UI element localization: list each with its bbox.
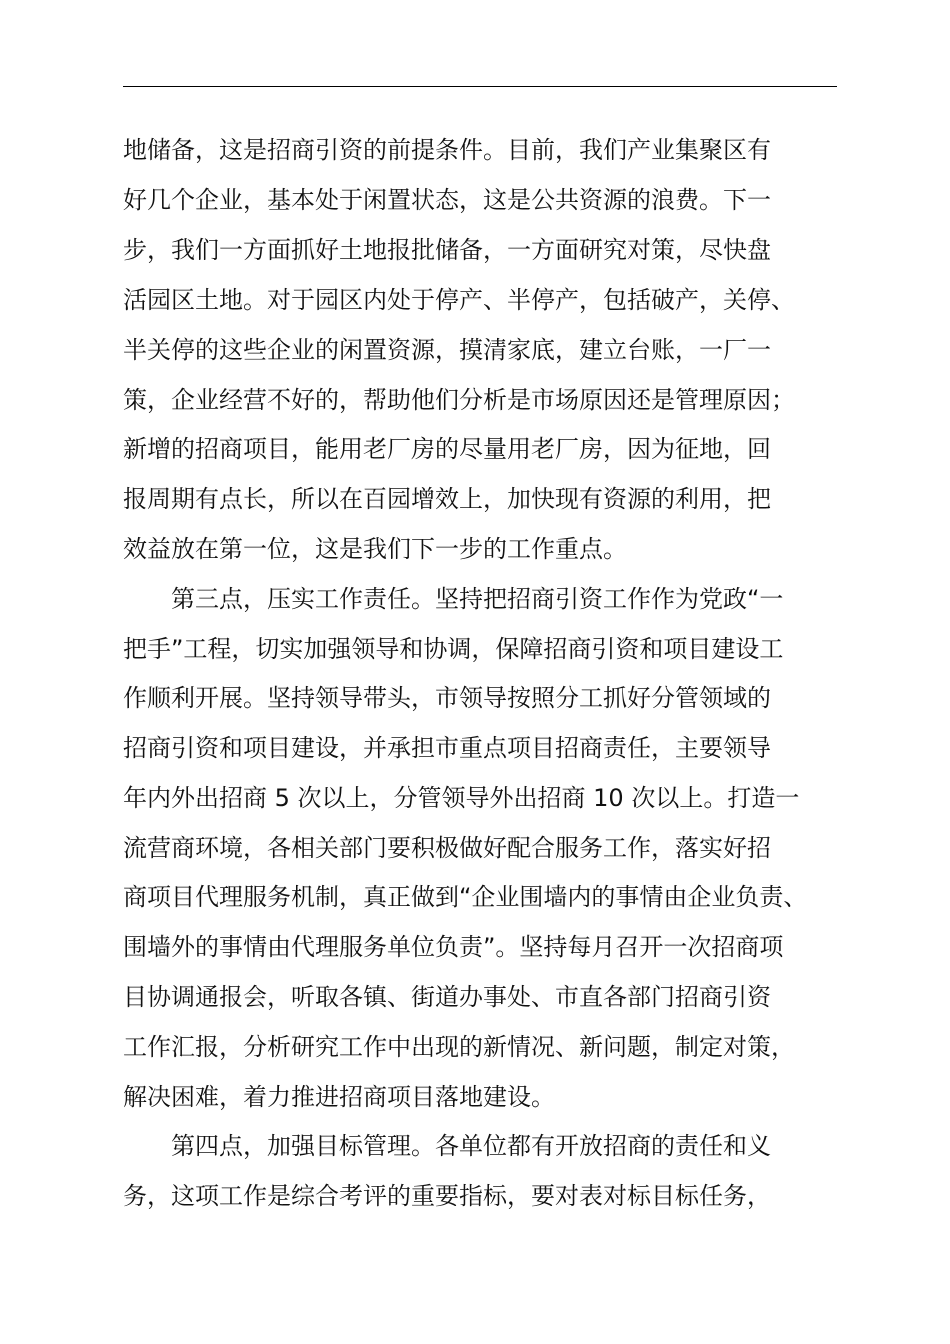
text-line: 活园区土地。对于园区内处于停产、半停产，包括破产，关停、	[123, 286, 795, 314]
text-line: 新增的招商项目，能用老厂房的尽量用老厂房，因为征地，回	[123, 435, 771, 463]
text-line: 流营商环境，各相关部门要积极做好配合服务工作，落实好招	[123, 834, 771, 862]
text-line: 好几个企业，基本处于闲置状态，这是公共资源的浪费。下一	[123, 186, 771, 214]
text-line: 年内外出招商 5 次以上，分管领导外出招商 10 次以上。打造一	[123, 784, 800, 812]
text-line: 商项目代理服务机制，真正做到“企业围墙内的事情由企业负责、	[123, 883, 808, 911]
text-line: 工作汇报，分析研究工作中出现的新情况、新问题，制定对策，	[123, 1033, 795, 1061]
text-line: 把手”工程，切实加强领导和协调，保障招商引资和项目建设工	[123, 635, 784, 663]
text-line: 步，我们一方面抓好土地报批储备，一方面研究对策，尽快盘	[123, 236, 771, 264]
text-line: 目协调通报会，听取各镇、街道办事处、市直各部门招商引资	[123, 983, 771, 1011]
text-line: 作顺利开展。坚持领导带头，市领导按照分工抓好分管领域的	[123, 684, 771, 712]
text-line: 半关停的这些企业的闲置资源，摸清家底，建立台账，一厂一	[123, 336, 771, 364]
header-rule	[123, 86, 837, 87]
text-line: 效益放在第一位，这是我们下一步的工作重点。	[123, 535, 627, 563]
text-line: 策，企业经营不好的，帮助他们分析是市场原因还是管理原因；	[123, 386, 795, 414]
text-line: 务，这项工作是综合考评的重要指标，要对表对标目标任务，	[123, 1182, 771, 1210]
text-line: 围墙外的事情由代理服务单位负责”。坚持每月召开一次招商项	[123, 933, 784, 961]
text-line: 招商引资和项目建设，并承担市重点项目招商责任，主要领导	[123, 734, 771, 762]
text-line: 解决困难，着力推进招商项目落地建设。	[123, 1083, 555, 1111]
paragraph-start-line: 第四点，加强目标管理。各单位都有开放招商的责任和义	[171, 1132, 771, 1160]
paragraph-start-line: 第三点，压实工作责任。坚持把招商引资工作作为党政“一	[171, 585, 784, 613]
text-line: 地储备，这是招商引资的前提条件。目前，我们产业集聚区有	[123, 136, 771, 164]
text-line: 报周期有点长，所以在百园增效上，加快现有资源的利用，把	[123, 485, 771, 513]
